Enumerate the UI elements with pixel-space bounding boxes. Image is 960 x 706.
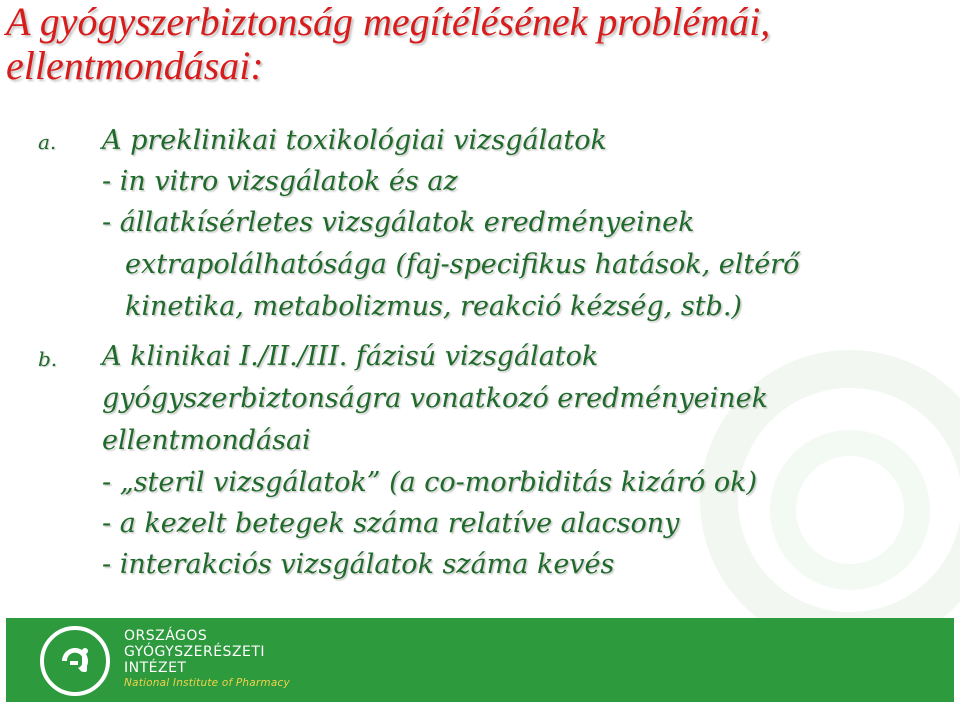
title-line-2: ellentmondásai:: [6, 43, 264, 88]
item-a-line-4: extrapolálhatósága (faj-specifikus hatások, eltérő: [125, 249, 800, 280]
org-line-1: ORSZÁGOS: [124, 628, 208, 644]
background-watermark-inner: [770, 430, 930, 590]
item-a-line-3: - állatkísérletes vizsgálatok eredményeinek: [102, 207, 695, 238]
org-line-3: INTÉZET: [124, 660, 187, 676]
ogyi-logo-icon: [40, 626, 110, 696]
title-line-1: A gyógyszerbiztonság megítélésének problémái,: [6, 0, 771, 44]
item-b-line-6: - interakciós vizsgálatok száma kevés: [102, 549, 615, 580]
item-a-line-2: - in vitro vizsgálatok és az: [102, 166, 458, 197]
org-english-name: National Institute of Pharmacy: [124, 677, 290, 689]
item-a-line-1: A preklinikai toxikológiai vizsgálatok: [102, 125, 607, 156]
item-b-line-2: gyógyszerbiztonságra vonatkozó eredményeinek: [102, 383, 768, 414]
item-a-marker: a.: [38, 130, 57, 154]
organization-name: [124, 628, 290, 690]
item-b-line-1: A klinikai I./II./III. fázisú vizsgálatok: [102, 341, 599, 372]
item-b-line-3: ellentmondásai: [102, 425, 311, 456]
item-a-line-5: kinetika, metabolizmus, reakció kézség, stb.): [125, 291, 742, 322]
org-line-2: GYÓGYSZERÉSZETI: [124, 644, 266, 660]
item-b-line-5: - a kezelt betegek száma relatíve alacsony: [102, 508, 680, 539]
item-b-marker: b.: [38, 347, 58, 371]
footer-bar: [6, 618, 954, 702]
item-b-line-4: - „steril vizsgálatok” (a co-morbiditás kizáró ok): [102, 467, 757, 498]
slide-title: [6, 0, 956, 88]
